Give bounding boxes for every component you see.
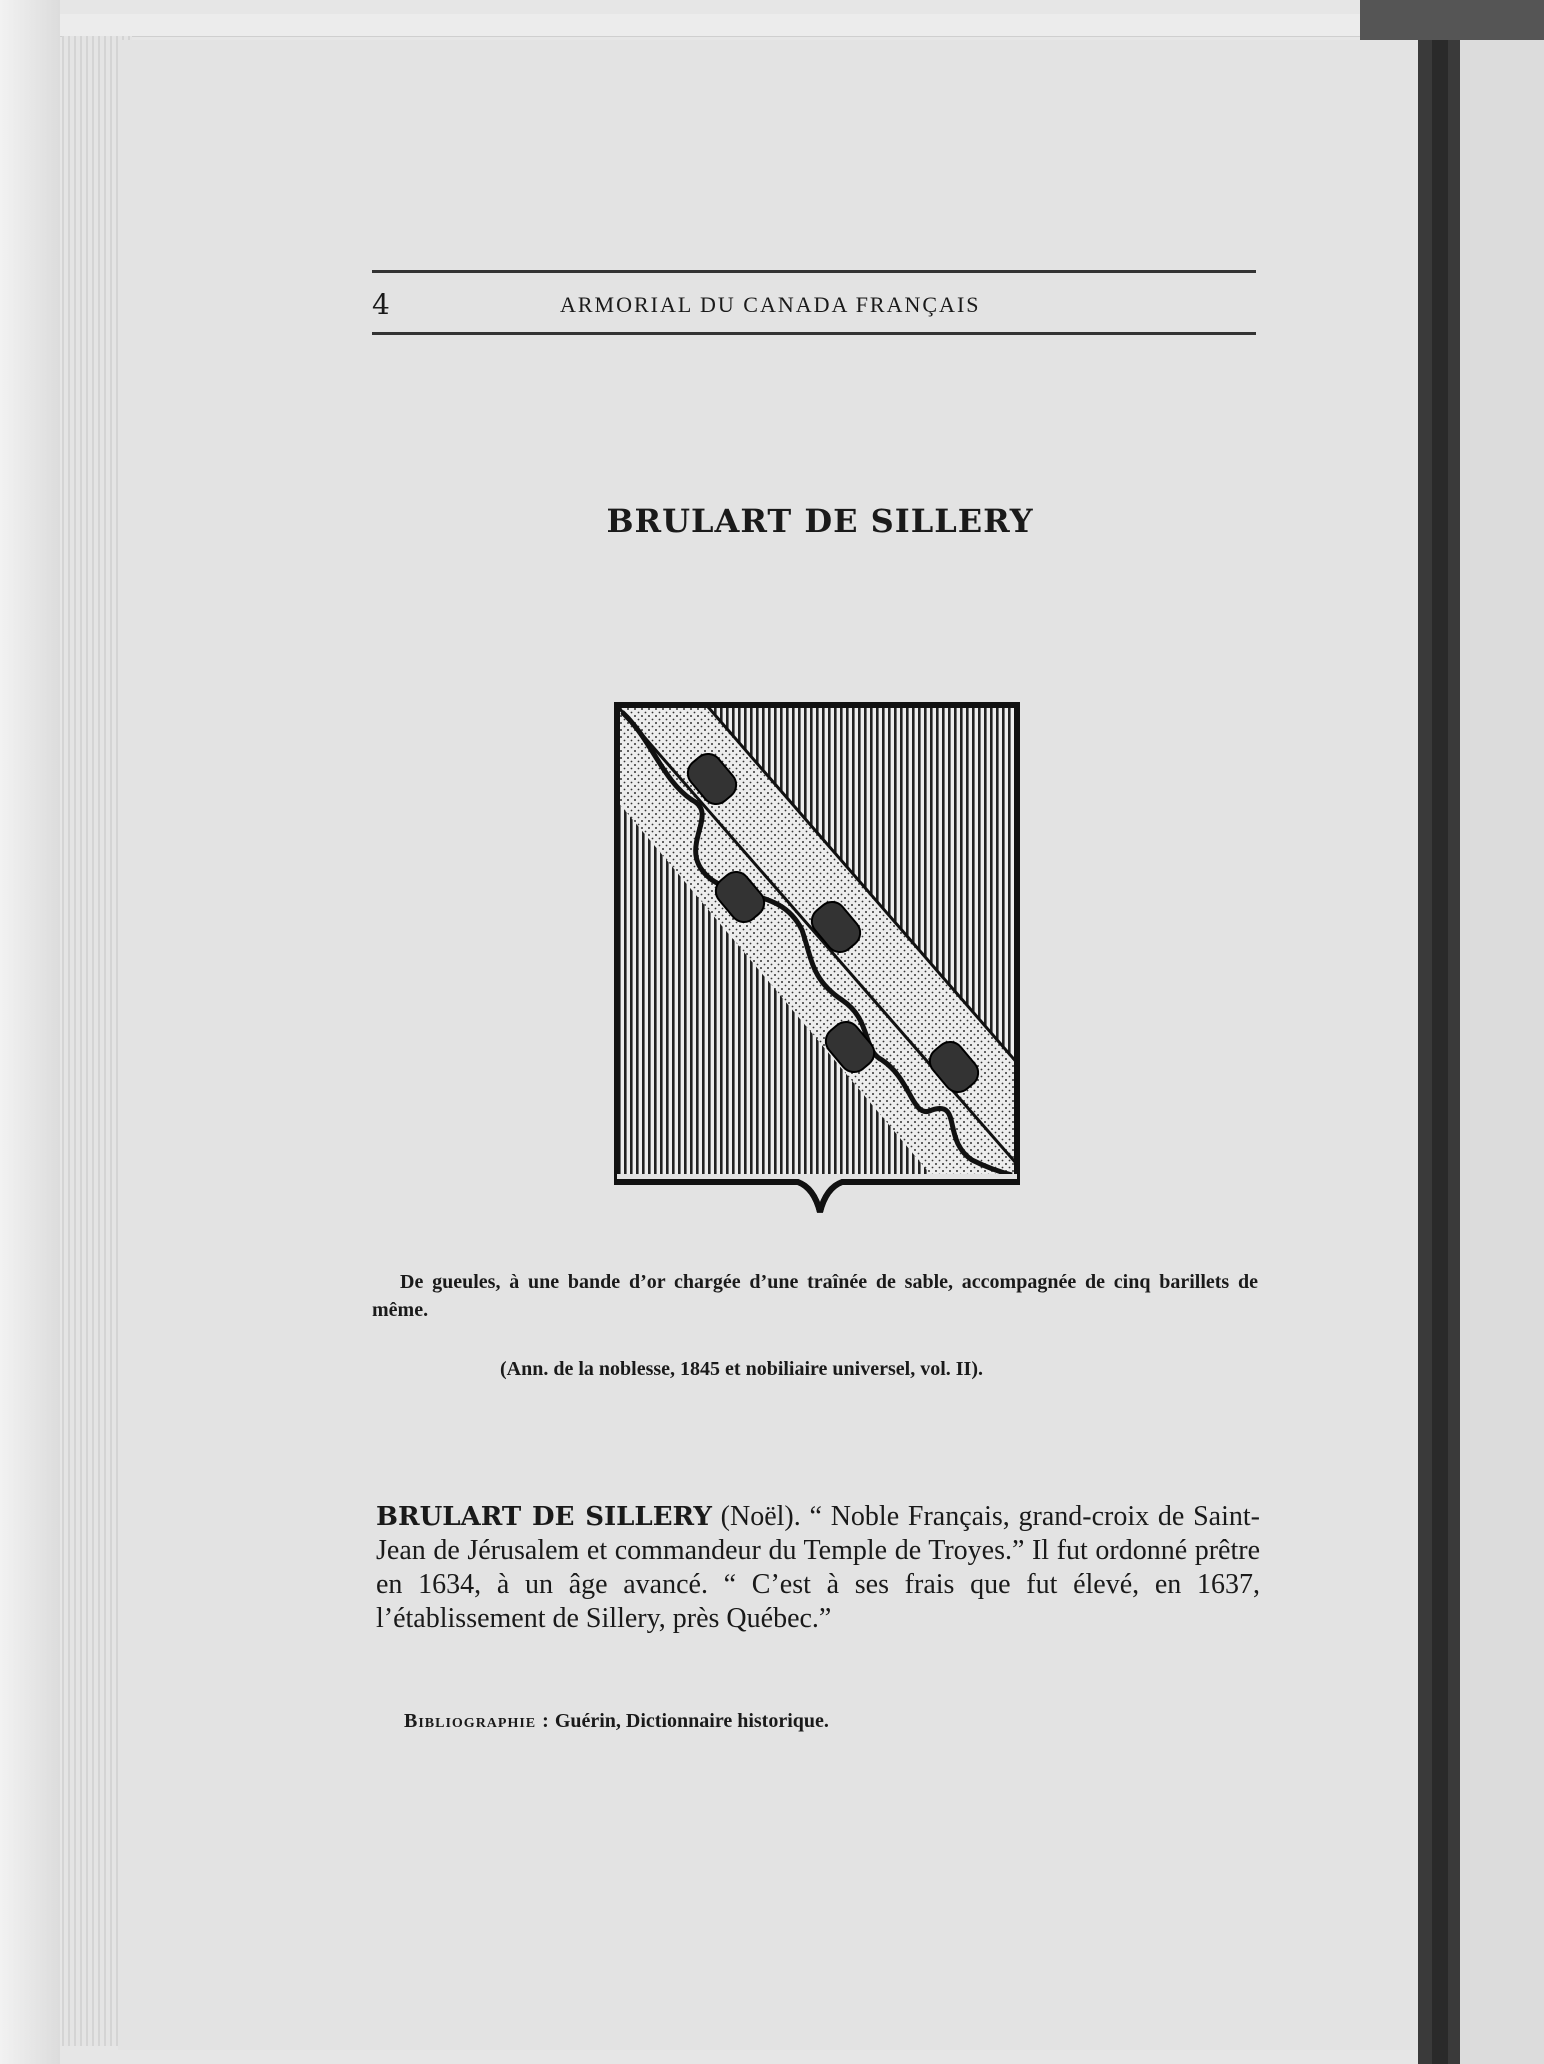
bibliography-text: Guérin, Dictionnaire historique.: [549, 1710, 829, 1732]
running-head: ARMORIAL DU CANADA FRANÇAIS: [560, 292, 981, 317]
blazon-description: [372, 1268, 1258, 1324]
book-gutter-shadow: [1432, 40, 1448, 2064]
facing-page-edge: [1460, 40, 1544, 2064]
biography-entry: [376, 1500, 1260, 1636]
scan-corner: [1360, 0, 1544, 40]
bibliography: [404, 1710, 1264, 1733]
page-top-edge: [60, 14, 1360, 37]
header-rule-top: [372, 270, 1256, 273]
entry-name: BRULART DE SILLERY: [376, 1502, 712, 1532]
entry-title: BRULART DE SILLERY: [606, 502, 1034, 540]
entry-text: (Noël). “ Noble Français, grand-croix de Saint-Jean de Jérusalem et commandeur du Temple de Troyes.” Il fut ordonné prêtre en 1634, à un âge avancé. “ C’est à ses frais que fut élevé, en 1637, l’établissement de Sillery, près Québec.”: [376, 1501, 1260, 1634]
blazon-text: De gueules, à une bande d’or chargée d’une traînée de sable, accompagnée de cinq barillets de même.: [372, 1271, 1258, 1321]
scan-left-margin: [0, 0, 60, 2064]
blazon-source: (Ann. de la noblesse, 1845 et nobiliaire universel, vol. II).: [500, 1358, 983, 1380]
header-rule-bottom: [372, 332, 1256, 335]
bibliography-label: Bibliographie :: [404, 1710, 550, 1732]
coat-of-arms: [612, 700, 1022, 1240]
page-number: 4: [372, 288, 390, 321]
